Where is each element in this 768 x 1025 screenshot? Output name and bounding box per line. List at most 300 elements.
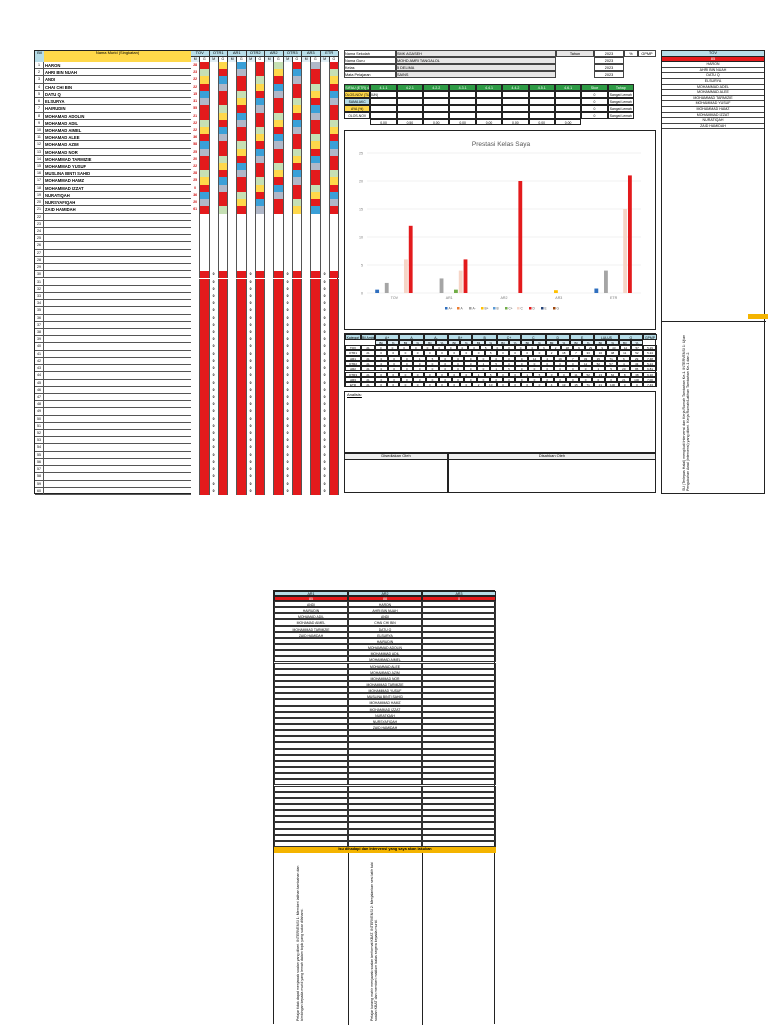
grid-cell: 25 bbox=[191, 149, 200, 156]
grid-cell: 0 bbox=[210, 322, 219, 329]
grid-cell: 0 bbox=[284, 444, 293, 451]
grid-cell bbox=[200, 264, 209, 271]
grid-cell bbox=[228, 307, 237, 314]
grid-cell bbox=[247, 257, 256, 264]
grid-row bbox=[35, 105, 339, 112]
grid-cell bbox=[228, 185, 237, 192]
grid-cell bbox=[330, 185, 339, 192]
row-number: 9 bbox=[35, 120, 44, 127]
grid-cell bbox=[219, 84, 228, 91]
grid-cell bbox=[293, 91, 302, 98]
bottom-cell: MOHAMMAD HAMZ bbox=[348, 699, 422, 705]
grid-cell bbox=[302, 192, 311, 199]
summary-value: 0.50 bbox=[397, 119, 423, 125]
grid-cell bbox=[302, 221, 311, 228]
analisis-box bbox=[344, 391, 656, 453]
legend-swatch bbox=[529, 307, 532, 310]
grid-cell bbox=[200, 459, 209, 466]
grid-cell: 0 bbox=[247, 423, 256, 430]
mg-label: G bbox=[200, 57, 209, 62]
grade-cell: 0 bbox=[452, 356, 465, 361]
grid-cell bbox=[274, 315, 283, 322]
grid-cell bbox=[228, 416, 237, 423]
grid-cell bbox=[247, 206, 256, 213]
grid-cell bbox=[293, 199, 302, 206]
grid-cell bbox=[265, 437, 274, 444]
grid-cell bbox=[330, 69, 339, 76]
info-value: 5 DELIMA bbox=[396, 64, 556, 71]
grid-cell bbox=[265, 76, 274, 83]
grid-cell bbox=[284, 156, 293, 163]
grid-cell bbox=[210, 214, 219, 221]
grid-cell bbox=[274, 372, 283, 379]
grid-cell bbox=[256, 62, 265, 69]
grid-cell bbox=[256, 343, 265, 350]
grade-sub-header: % bbox=[558, 340, 570, 345]
grade-cell: 6 bbox=[617, 356, 630, 361]
tov-name: DATU Q bbox=[662, 73, 764, 79]
grid-cell bbox=[330, 149, 339, 156]
grade-cell: 0 bbox=[497, 372, 509, 377]
grid-cell bbox=[311, 76, 320, 83]
grade-cell: 10 bbox=[594, 350, 606, 355]
grid-cell bbox=[228, 98, 237, 105]
grid-row bbox=[35, 459, 339, 466]
bar-A--ETR bbox=[604, 271, 608, 293]
grid-cell bbox=[311, 156, 320, 163]
grid-cell bbox=[191, 408, 200, 415]
grade-cell: 0 bbox=[401, 377, 414, 382]
summary-cell bbox=[529, 98, 555, 105]
tov-name: MOHAMMAD HAMZ bbox=[662, 107, 764, 113]
grid-cell bbox=[210, 105, 219, 112]
row-number: 54 bbox=[35, 444, 44, 451]
grade-cell: 21 bbox=[361, 372, 375, 377]
row-number: 43 bbox=[35, 365, 44, 372]
grid-cell bbox=[311, 416, 320, 423]
grid-cell bbox=[256, 488, 265, 495]
grid-cell bbox=[200, 156, 209, 163]
bottom-cell: HARON bbox=[348, 601, 422, 607]
grid-cell bbox=[237, 452, 246, 459]
grid-cell bbox=[274, 264, 283, 271]
grade-cell: 0 bbox=[477, 377, 490, 382]
grid-row bbox=[35, 336, 339, 343]
grid-cell bbox=[256, 113, 265, 120]
grade-cell: OTR2 bbox=[345, 361, 361, 366]
bottom-cell: MOHAMMAD TARMIZIE bbox=[348, 681, 422, 687]
grid-cell bbox=[284, 170, 293, 177]
y-tick-label: 15 bbox=[359, 207, 363, 212]
grid-row bbox=[35, 401, 339, 408]
grid-cell bbox=[219, 156, 228, 163]
grid-cell: 0 bbox=[210, 473, 219, 480]
grade-cell: 21 bbox=[361, 350, 375, 355]
bottom-cell: MOHAMMAD ADIL bbox=[348, 650, 422, 656]
grid-cell: 0 bbox=[210, 452, 219, 459]
grid-cell: 0 bbox=[210, 466, 219, 473]
grid-cell bbox=[219, 387, 228, 394]
grid-cell bbox=[191, 430, 200, 437]
grid-rows bbox=[35, 62, 339, 495]
grade-header-cell: GPMP bbox=[645, 336, 655, 340]
summary-value: 0.00 bbox=[370, 119, 396, 125]
grid-cell bbox=[302, 271, 311, 278]
grid-cell bbox=[228, 387, 237, 394]
grid-cell: 0 bbox=[321, 343, 330, 350]
grid-cell bbox=[311, 329, 320, 336]
grade-cell: 52 bbox=[592, 361, 605, 366]
grid-cell bbox=[219, 62, 228, 69]
grid-cell bbox=[200, 228, 209, 235]
grid-cell bbox=[256, 416, 265, 423]
grade-sub-header: % bbox=[606, 340, 618, 345]
grid-cell bbox=[265, 372, 274, 379]
grid-cell bbox=[256, 408, 265, 415]
grid-cell bbox=[302, 488, 311, 495]
grid-cell bbox=[219, 336, 228, 343]
grid-cell bbox=[302, 84, 311, 91]
grid-cell bbox=[219, 91, 228, 98]
grid-cell bbox=[256, 264, 265, 271]
grid-cell: 0 bbox=[210, 293, 219, 300]
grid-cell bbox=[293, 401, 302, 408]
grid-cell bbox=[191, 452, 200, 459]
grid-cell bbox=[274, 98, 283, 105]
grade-cell: 0 bbox=[448, 382, 460, 387]
note-text-2: Pelajar kurang mahir menjawab soalan berformat KBAT. INTERVENSI 2: Menjalankan sesi latih tubi soalan KBAT dan memberi maklum balas segera kepada murid. bbox=[370, 862, 379, 1021]
summary-row-label: SAMA AKC bbox=[344, 98, 370, 105]
grid-cell bbox=[274, 156, 283, 163]
row-number: 12 bbox=[35, 141, 44, 148]
grid-cell bbox=[311, 343, 320, 350]
grid-cell: 0 bbox=[284, 300, 293, 307]
grid-cell bbox=[265, 387, 274, 394]
grid-row bbox=[35, 199, 339, 206]
grid-cell: 0 bbox=[321, 394, 330, 401]
grid-cell bbox=[293, 437, 302, 444]
grid-cell bbox=[210, 221, 219, 228]
legend-label: C bbox=[520, 306, 523, 311]
grade-cell: 0 bbox=[497, 382, 509, 387]
grid-cell bbox=[311, 235, 320, 242]
row-number: 45 bbox=[35, 380, 44, 387]
grid-row bbox=[35, 221, 339, 228]
grid-cell bbox=[274, 105, 283, 112]
grid-cell bbox=[237, 163, 246, 170]
grid-cell: 0 bbox=[247, 459, 256, 466]
grade-cell: 0 bbox=[464, 366, 477, 371]
bottom-cell: MOHAMAD ADIL bbox=[274, 613, 348, 619]
grid-cell bbox=[200, 185, 209, 192]
grid-cell bbox=[302, 170, 311, 177]
grid-cell bbox=[321, 206, 330, 213]
grid-cell: 0 bbox=[284, 286, 293, 293]
row-number: 22 bbox=[35, 214, 44, 221]
grid-cell: 0 bbox=[284, 279, 293, 286]
grid-cell bbox=[311, 358, 320, 365]
grid-cell bbox=[311, 271, 320, 278]
grid-cell bbox=[330, 286, 339, 293]
grid-cell bbox=[191, 271, 200, 278]
grade-cell: 0 bbox=[509, 372, 521, 377]
grid-cell: 0 bbox=[284, 416, 293, 423]
grid-cell bbox=[228, 235, 237, 242]
grade-cell: 0 bbox=[460, 350, 472, 355]
grid-cell bbox=[247, 235, 256, 242]
row-number: 19 bbox=[35, 192, 44, 199]
grid-row bbox=[35, 156, 339, 163]
grid-cell bbox=[302, 120, 311, 127]
grid-cell bbox=[274, 358, 283, 365]
grade-cell: 0 bbox=[439, 361, 452, 366]
grid-cell bbox=[191, 286, 200, 293]
grid-cell bbox=[265, 315, 274, 322]
grade-cell: 5.24 bbox=[643, 361, 657, 366]
grade-cell: 20 bbox=[617, 366, 630, 371]
grade-sub-header: Bil bbox=[546, 340, 558, 345]
grid-cell bbox=[330, 192, 339, 199]
grade-cell: 11 bbox=[619, 350, 631, 355]
row-number: 15 bbox=[35, 163, 44, 170]
grid-cell bbox=[274, 437, 283, 444]
grade-cell: 1 bbox=[472, 372, 484, 377]
grid-cell: 0 bbox=[321, 351, 330, 358]
grid-cell bbox=[302, 141, 311, 148]
grid-cell bbox=[228, 149, 237, 156]
grid-cell bbox=[256, 300, 265, 307]
grid-cell bbox=[237, 271, 246, 278]
grid-cell bbox=[311, 394, 320, 401]
grade-cell: 6.10 bbox=[643, 372, 657, 377]
grade-cell: 52 bbox=[631, 350, 643, 355]
grid-cell bbox=[330, 98, 339, 105]
grid-cell bbox=[191, 242, 200, 249]
grid-cell bbox=[321, 221, 330, 228]
grid-cell bbox=[293, 177, 302, 184]
test-header-ar2: AR2 bbox=[265, 51, 284, 57]
grid-cell bbox=[219, 300, 228, 307]
grid-cell bbox=[237, 459, 246, 466]
row-number: 57 bbox=[35, 466, 44, 473]
grade-cell: 0 bbox=[503, 377, 516, 382]
grid-cell bbox=[293, 113, 302, 120]
grid-cell: 0 bbox=[210, 387, 219, 394]
grid-cell bbox=[284, 257, 293, 264]
grid-cell bbox=[293, 98, 302, 105]
grid-cell: 0 bbox=[210, 358, 219, 365]
grid-cell bbox=[256, 380, 265, 387]
grid-cell bbox=[321, 228, 330, 235]
grid-cell bbox=[330, 127, 339, 134]
grid-cell: 0 bbox=[321, 488, 330, 495]
grid-row bbox=[35, 235, 339, 242]
grid-cell bbox=[330, 271, 339, 278]
grid-cell bbox=[191, 343, 200, 350]
grid-cell bbox=[228, 401, 237, 408]
grid-cell bbox=[191, 336, 200, 343]
grid-cell bbox=[293, 380, 302, 387]
grade-cell: 0 bbox=[401, 356, 414, 361]
grid-cell bbox=[274, 351, 283, 358]
grid-row bbox=[35, 365, 339, 372]
grid-cell bbox=[191, 459, 200, 466]
grid-cell bbox=[200, 488, 209, 495]
grid-cell bbox=[274, 242, 283, 249]
summary-header-cell: 4.1.1 bbox=[370, 84, 396, 91]
grid-cell: 0 bbox=[210, 286, 219, 293]
bar-D-TOV bbox=[409, 226, 413, 293]
bottom-red-cell: 88 bbox=[348, 596, 422, 601]
grid-cell bbox=[330, 163, 339, 170]
grid-cell bbox=[293, 387, 302, 394]
summary-cell bbox=[529, 91, 555, 98]
grid-cell bbox=[311, 488, 320, 495]
grid-cell bbox=[228, 437, 237, 444]
grid-cell bbox=[219, 177, 228, 184]
test-header-ar3: AR3 bbox=[302, 51, 321, 57]
grid-cell: 0 bbox=[321, 315, 330, 322]
grid-cell bbox=[293, 235, 302, 242]
grid-cell bbox=[228, 358, 237, 365]
grid-cell bbox=[219, 372, 228, 379]
grid-cell bbox=[237, 105, 246, 112]
grade-cell: 2 bbox=[472, 382, 484, 387]
grid-cell bbox=[274, 62, 283, 69]
note-col-1 bbox=[274, 853, 349, 1025]
grid-cell bbox=[219, 401, 228, 408]
note-col-3 bbox=[422, 853, 496, 1025]
grid-cell bbox=[293, 141, 302, 148]
row-number: 48 bbox=[35, 401, 44, 408]
grid-cell bbox=[284, 120, 293, 127]
grade-cell: 0 bbox=[398, 345, 410, 350]
grid-cell: 0 bbox=[247, 329, 256, 336]
x-tick-label: TOV bbox=[390, 296, 399, 300]
grade-cell: 0 bbox=[492, 345, 504, 350]
grade-cell: 0 bbox=[413, 366, 426, 371]
grid-cell: 0 bbox=[284, 437, 293, 444]
grid-row bbox=[35, 250, 339, 257]
grid-cell: 0 bbox=[321, 322, 330, 329]
grade-cell: 29 bbox=[630, 356, 643, 361]
grade-cell: 0 bbox=[515, 345, 527, 350]
grid-cell bbox=[265, 228, 274, 235]
grade-cell: TOV bbox=[345, 345, 361, 350]
grid-cell bbox=[311, 444, 320, 451]
grid-cell bbox=[293, 149, 302, 156]
grade-cell: 7.00 bbox=[643, 377, 657, 382]
grid-cell bbox=[210, 257, 219, 264]
grade-cell: 0 bbox=[413, 377, 426, 382]
row-number: 42 bbox=[35, 358, 44, 365]
grid-cell bbox=[302, 113, 311, 120]
grid-cell bbox=[265, 141, 274, 148]
grade-cell: 0 bbox=[412, 372, 424, 377]
grid-cell bbox=[191, 300, 200, 307]
row-number: 37 bbox=[35, 322, 44, 329]
grid-cell bbox=[191, 293, 200, 300]
grid-cell bbox=[274, 250, 283, 257]
grid-cell bbox=[311, 149, 320, 156]
legend-swatch bbox=[481, 307, 484, 310]
grid-row bbox=[35, 69, 339, 76]
grid-cell: 0 bbox=[191, 185, 200, 192]
gpmp-label: GPMP bbox=[638, 50, 656, 57]
grid-cell bbox=[256, 177, 265, 184]
grid-cell: 0 bbox=[247, 401, 256, 408]
summary-value: 0.00 bbox=[449, 119, 475, 125]
grid-row bbox=[35, 134, 339, 141]
grade-cell: 0 bbox=[375, 382, 387, 387]
grid-cell bbox=[311, 307, 320, 314]
grid-cell bbox=[200, 416, 209, 423]
grid-cell bbox=[228, 286, 237, 293]
grid-cell bbox=[210, 62, 219, 69]
grid-cell bbox=[247, 214, 256, 221]
grid-cell bbox=[219, 69, 228, 76]
grid-cell bbox=[200, 221, 209, 228]
grid-cell bbox=[274, 387, 283, 394]
grade-cell: 0 bbox=[566, 366, 579, 371]
grid-cell bbox=[191, 481, 200, 488]
student-name: NURSYAFIQAH bbox=[45, 200, 76, 206]
grid-cell bbox=[330, 315, 339, 322]
grid-cell bbox=[274, 192, 283, 199]
grid-cell bbox=[284, 69, 293, 76]
grid-cell: 0 bbox=[321, 365, 330, 372]
grid-cell: 15 bbox=[191, 91, 200, 98]
grade-cell: 0 bbox=[439, 377, 452, 382]
grid-cell bbox=[219, 351, 228, 358]
grid-cell bbox=[237, 141, 246, 148]
grid-cell bbox=[265, 199, 274, 206]
grid-cell bbox=[200, 163, 209, 170]
grid-cell: 0 bbox=[284, 466, 293, 473]
grid-cell bbox=[247, 62, 256, 69]
grid-cell bbox=[219, 358, 228, 365]
legend-label: B+ bbox=[484, 306, 489, 311]
grid-cell bbox=[302, 372, 311, 379]
grid-cell bbox=[256, 307, 265, 314]
row-number: 34 bbox=[35, 300, 44, 307]
grid-cell bbox=[311, 351, 320, 358]
grid-cell bbox=[302, 365, 311, 372]
summary-cell bbox=[449, 105, 475, 112]
grid-cell bbox=[237, 444, 246, 451]
bar-A+-ETR bbox=[594, 289, 598, 293]
info-value: SMK AGASEH bbox=[396, 50, 556, 57]
legend-label: A+ bbox=[448, 306, 453, 311]
grid-cell bbox=[237, 98, 246, 105]
grid-cell: 0 bbox=[284, 372, 293, 379]
tov-panel-title: TOV bbox=[662, 51, 764, 57]
grade-cell: 5 bbox=[533, 372, 545, 377]
row-number: 8 bbox=[35, 113, 44, 120]
grid-row bbox=[35, 242, 339, 249]
grid-cell bbox=[256, 250, 265, 257]
grade-cell: 0 bbox=[468, 345, 480, 350]
grid-cell bbox=[237, 76, 246, 83]
grid-cell bbox=[219, 76, 228, 83]
student-grid bbox=[34, 50, 338, 494]
grid-cell bbox=[284, 134, 293, 141]
bil-header: Bil bbox=[35, 51, 45, 62]
summary-cell bbox=[502, 105, 528, 112]
grid-cell bbox=[284, 149, 293, 156]
grid-cell: 0 bbox=[321, 329, 330, 336]
grid-cell bbox=[191, 387, 200, 394]
